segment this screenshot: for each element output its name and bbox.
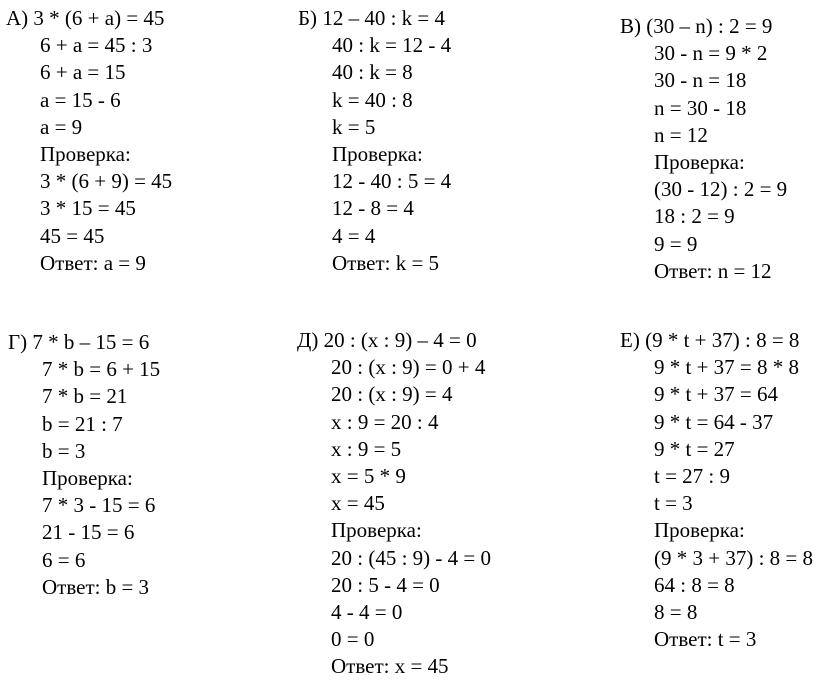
solution-step: k = 5 [332,114,376,139]
problem-v-equation: (30 – n) : 2 = 9 [646,14,773,38]
problem-g-label: Г) [8,330,28,354]
problem-e-equation: (9 * t + 37) : 8 = 8 [645,328,800,352]
problem-d-header [297,327,491,354]
check-step: 12 - 8 = 4 [332,196,414,221]
problem-b-header [298,5,451,32]
check-step: 12 - 40 : 5 = 4 [332,169,452,194]
solution-step: 40 : k = 8 [332,60,413,85]
solution-step: 20 : (x : 9) = 0 + 4 [331,355,486,380]
solution-step: k = 40 : 8 [332,87,413,112]
problem-v-label: В) [620,14,641,38]
solution-step: 30 - n = 18 [654,68,747,93]
problem-v-header [620,13,787,40]
check-step: 9 = 9 [654,231,698,256]
check-step: (30 - 12) : 2 = 9 [654,177,788,202]
problem-e [620,327,813,653]
solution-step: 7 * b = 21 [42,384,128,409]
check-step: 20 : 5 - 4 = 0 [331,572,440,597]
solution-step: x = 5 * 9 [331,463,406,488]
problem-d-equation: 20 : (x : 9) – 4 = 0 [323,328,477,352]
solution-step: b = 21 : 7 [42,411,123,436]
check-step: (9 * 3 + 37) : 8 = 8 [654,545,814,570]
check-step: 0 = 0 [331,627,375,652]
answer-line: Ответ: a = 9 [40,250,146,275]
solution-step: 6 + a = 45 : 3 [40,33,153,58]
check-heading: Проверка: [42,465,133,490]
solution-step: t = 3 [654,491,693,516]
problem-b-equation: 12 – 40 : k = 4 [322,6,445,30]
solution-step: 9 * t = 64 - 37 [654,409,774,434]
check-step: 45 = 45 [40,223,105,248]
solution-step: x : 9 = 5 [331,436,402,461]
solution-step: n = 12 [654,122,708,147]
solution-step: x = 45 [331,491,385,516]
solution-step: x : 9 = 20 : 4 [331,409,439,434]
solution-step: t = 27 : 9 [654,463,731,488]
check-step: 8 = 8 [654,599,698,624]
answer-line: Ответ: b = 3 [42,574,150,599]
solution-step: n = 30 - 18 [654,95,747,120]
answer-line: Ответ: k = 5 [332,250,440,275]
check-step: 6 = 6 [42,547,86,572]
solution-step: 20 : (x : 9) = 4 [331,382,453,407]
solution-step: 9 * t + 37 = 8 * 8 [654,355,800,380]
problem-g-header [8,329,160,356]
check-step: 21 - 15 = 6 [42,520,135,545]
solution-step: 6 + a = 15 [40,60,126,85]
problem-b-label: Б) [298,6,318,30]
problem-a [6,5,172,277]
check-heading: Проверка: [331,518,422,543]
problem-e-header [620,327,813,354]
check-heading: Проверка: [40,141,131,166]
problem-g-equation: 7 * b – 15 = 6 [32,330,150,354]
problem-g [8,329,160,601]
check-step: 4 = 4 [332,223,376,248]
solution-step: 9 * t + 37 = 64 [654,382,779,407]
check-heading: Проверка: [654,518,745,543]
check-step: 7 * 3 - 15 = 6 [42,493,156,518]
solution-step: 30 - n = 9 * 2 [654,41,768,66]
check-step: 3 * (6 + 9) = 45 [40,169,173,194]
problem-d-label: Д) [297,328,319,352]
solution-step: 9 * t = 27 [654,436,735,461]
check-heading: Проверка: [332,141,423,166]
problem-b [298,5,451,277]
check-step: 64 : 8 = 8 [654,572,735,597]
problem-a-header [6,5,172,32]
solution-step: 40 : k = 12 - 4 [332,33,452,58]
solution-step: 7 * b = 6 + 15 [42,357,161,382]
answer-line: Ответ: t = 3 [654,627,757,652]
problem-v [620,13,787,285]
problem-a-equation: 3 * (6 + a) = 45 [33,6,165,30]
problem-e-label: Е) [620,328,640,352]
check-step: 4 - 4 = 0 [331,599,403,624]
problem-d [297,327,491,680]
solution-step: b = 3 [42,438,86,463]
check-step: 18 : 2 = 9 [654,204,735,229]
problem-a-label: А) [6,6,29,30]
check-heading: Проверка: [654,149,745,174]
solution-step: a = 15 - 6 [40,87,121,112]
check-step: 20 : (45 : 9) - 4 = 0 [331,545,491,570]
answer-line: Ответ: x = 45 [331,654,449,679]
answer-line: Ответ: n = 12 [654,258,772,283]
solution-step: a = 9 [40,114,83,139]
check-step: 3 * 15 = 45 [40,196,136,221]
